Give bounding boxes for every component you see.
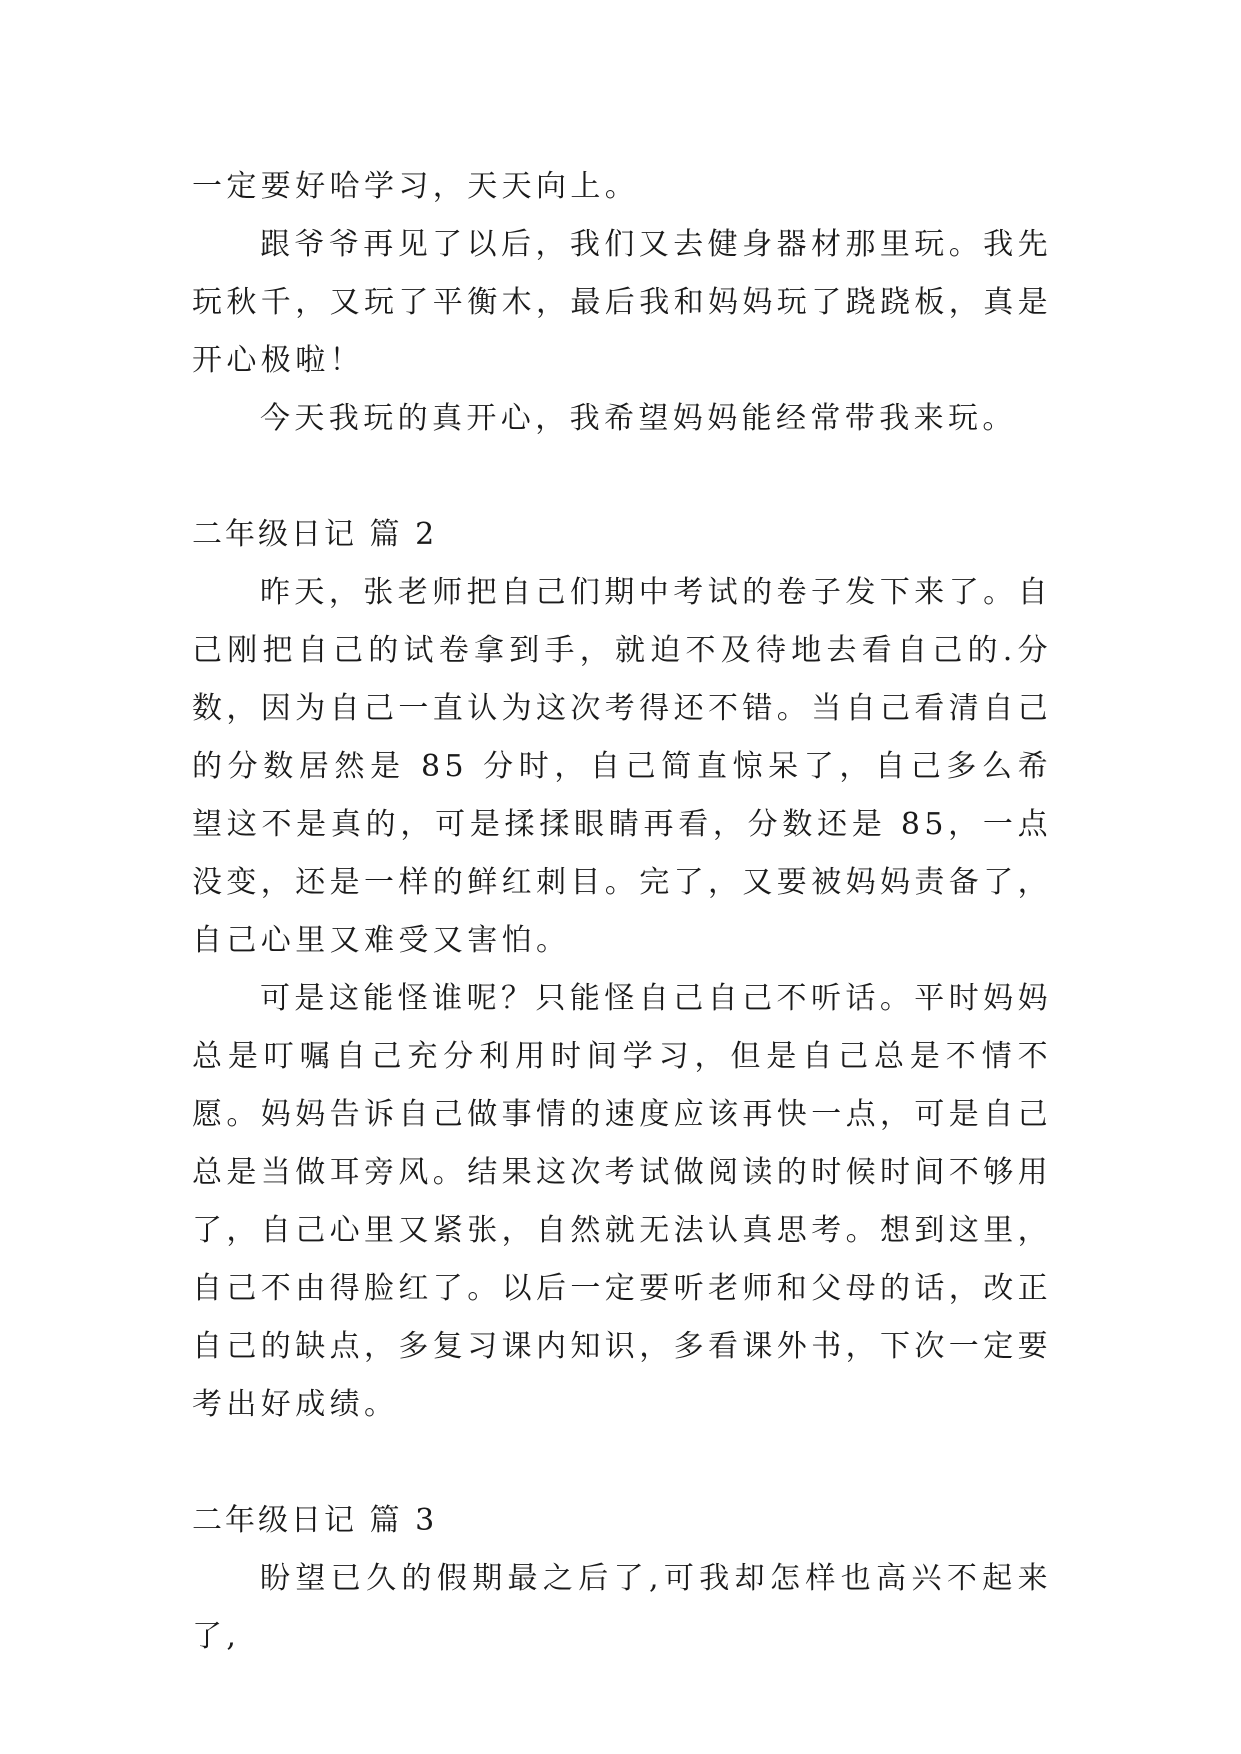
paragraph-reflection: 可是这能怪谁呢？只能怪自己自己不听话。平时妈妈总是叮嘱自己充分利用时间学习，但是自己总是不情不愿。妈妈告诉自己做事情的速度应该再快一点，可是自己总是当做耳旁风。结果这次考试做阅读的时候时间不够用了，自己心里又紧张，自然就无法认真思考。想到这里，自己不由得脸红了。以后一定要听老师和父母的话，改正自己的缺点，多复习课内知识，多看课外书，下次一定要考出好成绩。	[192, 981, 1052, 1422]
paragraph-continuation: 一定要好哈学习，天天向上。	[192, 169, 640, 204]
paragraph-playground: 跟爷爷再见了以后，我们又去健身器材那里玩。我先玩秋千，又玩了平衡木，最后我和妈妈玩了跷跷板，真是开心极啦！	[192, 227, 1052, 378]
paragraph-holiday: 盼望已久的假期最之后了,可我却怎样也高兴不起来了,	[192, 1561, 1052, 1654]
paragraph-exam-score: 昨天，张老师把自己们期中考试的卷子发下来了。自己刚把自己的试卷拿到手，就迫不及待地去看自己的.分数，因为自己一直认为这次考得还不错。当自己看清自己的分数居然是 85 分时，自己简直惊呆了，自己多么希望这不是真的，可是揉揉眼睛再看，分数还是 85，一点没变，还是一样的鲜红刺目。完了，又要被妈妈责备了，自己心里又难受又害怕。	[192, 575, 1052, 958]
paragraph-happy-day: 今天我玩的真开心，我希望妈妈能经常带我来玩。	[260, 401, 1017, 436]
section-gap	[192, 1434, 1052, 1492]
section-gap	[192, 448, 1052, 506]
section-heading-3: 二年级日记 篇 3	[192, 1503, 438, 1538]
section-heading-2: 二年级日记 篇 2	[192, 517, 438, 552]
document-body	[192, 158, 1052, 1666]
